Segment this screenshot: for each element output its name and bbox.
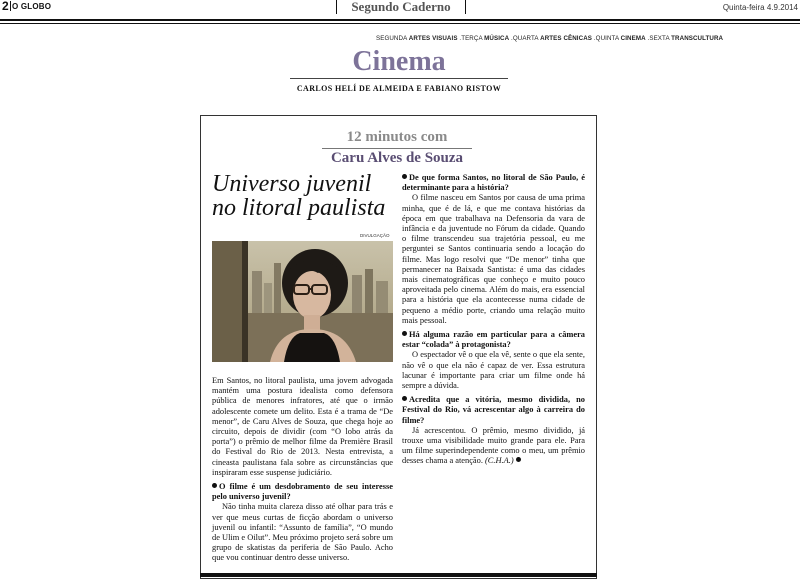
answer-4-text: Já acrescentou. O prêmio, mesmo dividido, já trouxe uma visibilidade muito grande para ele. Para um filme superindependente como o meu, um prêmio desses chama a atenção. bbox=[402, 425, 585, 466]
article-kicker: 12 minutos com bbox=[346, 129, 448, 145]
dateline: Quinta-feira 4.9.2014 bbox=[722, 3, 798, 12]
weekday-topic: TRANSCULTURA bbox=[671, 35, 724, 42]
question-3 bbox=[402, 330, 585, 350]
question-2-text: De que forma Santos, no litoral de São Paulo, é determinante para a história? bbox=[402, 173, 585, 193]
question-2 bbox=[402, 173, 585, 193]
page-number: 2 bbox=[2, 0, 9, 13]
bullet-icon bbox=[402, 331, 407, 336]
question-3-text: Há alguma razão em particular para a câmera estar “colada” à protagonista? bbox=[402, 330, 585, 350]
headline-line-1: Universo juvenil bbox=[212, 171, 372, 197]
title-rule bbox=[290, 78, 508, 79]
masthead-divider bbox=[10, 1, 11, 11]
bullet-icon bbox=[402, 174, 407, 179]
article-lead: Em Santos, no litoral paulista, uma jovem advogada mantém uma postura idealista como defensora pública de menores infratores, até que o irmão adolescente comete um delito. Esta é a trama de “De menor”, de Caru Alves de Souza, que chega hoje ao circuito, depois de dividir (com “O lobo atrás da porta”) o prêmio de melhor filme da Première Brasil do Festival do Rio de 2013. Nesta entrevista, a cineasta paulistana fala sobre as circunstâncias que inspiraram esse suspense judiciário. bbox=[212, 376, 393, 477]
weekday-day: TERÇA bbox=[461, 35, 483, 42]
weekday-day: SEGUNDA bbox=[376, 35, 407, 42]
question-1 bbox=[212, 482, 393, 502]
weekday-day: QUINTA bbox=[595, 35, 619, 42]
bullet-icon bbox=[212, 483, 217, 488]
answer-1: Não tinha muita clareza disso até olhar para trás e ver que meus curtas de ficção abordam o universo juvenil ou infantil: “Assunto de família”, “O mundo de Ulim e Oilut”. Meu próximo projeto será sobre um grupo de skatistas da periferia de São Paulo. Acho que vou continuar dentro desse universo. bbox=[212, 502, 393, 563]
weekday-topic: ARTES VISUAIS bbox=[408, 35, 458, 42]
section-name: Segundo Caderno bbox=[336, 0, 466, 14]
article-kicker-name: Caru Alves de Souza bbox=[330, 150, 464, 166]
weekday-day: QUARTA bbox=[512, 35, 539, 42]
article-lead-column bbox=[212, 376, 393, 564]
answer-3: O espectador vê o que ela vê, sente o que ela sente, não vê o que ela não é capaz de ver. Essa estrutura lacunar é importante para criar um filme onde há sempre a dúvida. bbox=[402, 350, 585, 391]
question-4-text: Acredita que a vitória, mesmo dividida, no Festival do Rio, vá acrescentar algo à carreira do filme? bbox=[402, 395, 585, 425]
bullet-icon bbox=[402, 396, 407, 401]
signoff: (C.H.A.) bbox=[485, 456, 514, 466]
weekday-topic: MÚSICA bbox=[484, 35, 510, 42]
question-1-text: O filme é um desdobramento de seu interesse pelo universo juvenil? bbox=[212, 482, 393, 502]
weekday-topic: CINEMA bbox=[620, 35, 646, 42]
column-title: Cinema bbox=[352, 46, 446, 77]
answer-2: O filme nasceu em Santos por causa de uma prima minha, que é de lá, e que me contava histórias da época em que trabalhava na Defensoria da vara de infância e da juventude no Fórum da cidade. Quando o filme transcendeu sua trajetória pessoal, eu me perguntei se Santos continuaria sendo a locação do filme. Mas logo resolvi que “De menor” tinha que permanecer na Baixada Santista: é uma das cidades mais cinematográficas que conheço e muito pouco aproveitada pelo cinema. Além do mais, era essencial para a história que ela acontecesse numa cidade de pequeno a médio porte, criando uma relação muito mais pessoal. bbox=[402, 193, 585, 325]
article-box-bottom-rule bbox=[200, 573, 597, 577]
column-byline: CARLOS HELÍ DE ALMEIDA E FABIANO RISTOW bbox=[296, 84, 502, 93]
header-rule bbox=[0, 19, 800, 21]
article-headline bbox=[212, 172, 392, 220]
end-bullet-icon bbox=[516, 457, 521, 462]
answer-4 bbox=[402, 426, 585, 467]
photo-credit: DIVULGAÇÃO bbox=[360, 233, 390, 238]
article-right-column bbox=[402, 173, 585, 467]
weekday-topic: ARTES CÊNICAS bbox=[540, 35, 592, 42]
paper-name: O GLOBO bbox=[12, 2, 52, 11]
kicker-rule bbox=[322, 148, 472, 149]
headline-line-2: no litoral paulista bbox=[212, 195, 386, 221]
question-4 bbox=[402, 395, 585, 426]
weekday-topics: SEGUNDA ARTES VISUAIS .TERÇA MÚSICA .QUARTA ARTES CÊNICAS .QUINTA CINEMA .SEXTA TRANSCULTURA bbox=[376, 35, 724, 42]
header-rule-thin bbox=[0, 23, 800, 24]
article-photo bbox=[212, 241, 393, 362]
weekday-day: SEXTA bbox=[649, 35, 670, 42]
